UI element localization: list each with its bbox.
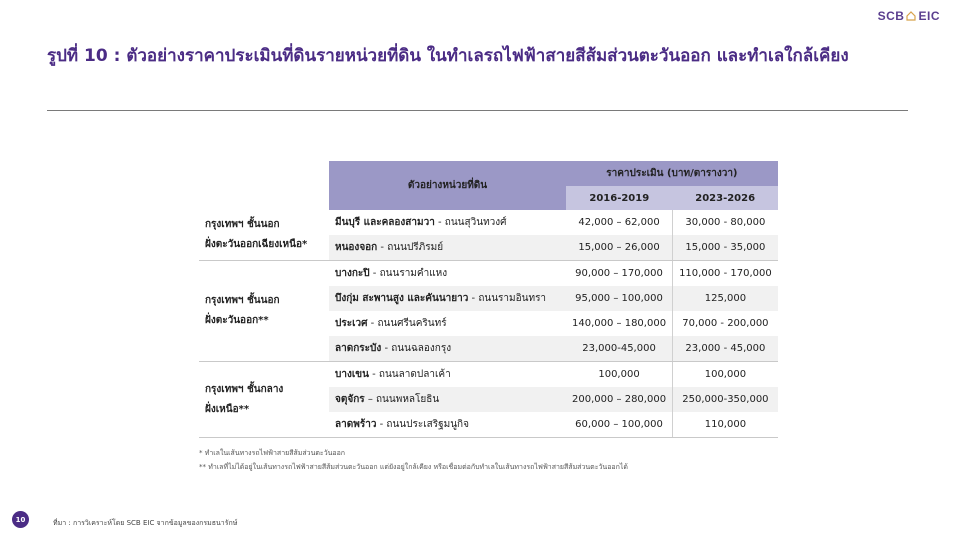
price-2023: 70,000 - 200,000 [673,311,778,336]
header-price: ราคาประเมิน (บาท/ตารางวา) [566,161,778,186]
price-2016: 60,000 – 100,000 [566,412,673,438]
page-number-badge: 10 [12,511,29,528]
region-label [199,362,329,438]
price-2023: 110,000 [673,412,778,438]
road-name: - ถนนศรีนครินทร์ [367,318,447,329]
sample-cell [329,362,566,388]
area-name: บางกะปิ [335,268,370,279]
price-2016: 23,000-45,000 [566,336,673,362]
region-line: ฝั่งตะวันออกเฉียงเหนือ* [205,239,308,250]
logo-text-left: SCB [877,9,905,23]
area-name: บึงกุ่ม สะพานสูง และคันนายาว [335,293,469,304]
price-2016: 15,000 – 26,000 [566,235,673,261]
price-2023: 125,000 [673,286,778,311]
price-2016: 90,000 – 170,000 [575,268,663,279]
region-line: ฝั่งตะวันออก** [205,315,269,326]
area-name: หนองจอก [335,242,378,253]
sample-cell [329,412,566,438]
price-2016: 95,000 – 100,000 [566,286,673,311]
price-2023: 250,000-350,000 [673,387,778,412]
sample-cell [329,311,566,336]
region-line: ฝั่งเหนือ** [205,403,250,415]
sample-cell [329,261,566,287]
sample-cell [329,286,566,311]
road-name: - ถนนสุวินทวงศ์ [434,217,507,228]
price-2023: 23,000 - 45,000 [673,336,778,362]
road-name: - ถนนประเสริฐมนูกิจ [376,419,469,430]
region-label [199,261,329,362]
road-name: - ถนนปรีภิรมย์ [377,242,444,253]
header-year-2: 2023-2026 [673,186,778,210]
area-name: ประเวศ [335,318,368,329]
sample-cell [329,336,566,362]
table-row [199,210,778,235]
sample-cell [329,387,566,412]
title-divider [47,110,908,111]
region-line: กรุงเทพฯ ชั้นกลาง [205,383,284,395]
road-name: - ถนนรามคำแหง [369,268,448,279]
price-2016: 100,000 [598,369,640,380]
scb-eic-logo [878,9,940,23]
price-2016: 42,000 – 62,000 [578,217,660,228]
page-title: รูปที่ 10 : ตัวอย่างราคาประเมินที่ดินรายหน่วยที่ดิน ในทำเลรถไฟฟ้าสายสีส้มส่วนตะวันออก และทำเลใกล้เคียง [47,46,849,66]
region-line: กรุงเทพฯ ชั้นนอก [205,295,280,306]
footnote: ** ทำเลที่ไม่ได้อยู่ในเส้นทางรถไฟฟ้าสายสีส้มส่วนตะวันออก แต่ยังอยู่ใกล้เคียง หรือเชื่อมต่อกับทำเลในเส้นทางรถไฟฟ้าสายสีส้มส่วนตะวันออกได้ [199,463,628,471]
area-name: ลาดกระบัง [335,343,382,354]
road-name: – ถนนพหลโยธิน [364,394,440,405]
header-sample: ตัวอย่างหน่วยที่ดิน [329,161,566,210]
area-name: จตุจักร [335,394,365,405]
area-name: ลาดพร้าว [335,419,377,430]
price-2016: 140,000 – 180,000 [572,318,667,329]
area-name: บางเขน [335,369,369,380]
footnote: * ทำเลในเส้นทางรถไฟฟ้าสายสีส้มส่วนตะวันออก [199,449,346,457]
table-row [199,261,778,287]
price-2023: 100,000 [673,362,778,388]
header-blank [199,161,329,210]
price-2023: 15,000 - 35,000 [673,235,778,261]
sample-cell [329,210,566,235]
road-name: - ถนนรามอินทรา [468,293,547,304]
price-2023: 30,000 - 80,000 [673,210,778,235]
price-2016: 200,000 – 280,000 [566,387,673,412]
sample-cell [329,235,566,261]
road-name: - ถนนฉลองกรุง [381,343,452,354]
region-label [199,210,329,261]
logo-text-right: EIC [918,9,940,23]
source-note: ที่มา : การวิเคราะห์โดย SCB EIC จากข้อมูลของกรมธนารักษ์ [53,519,238,527]
road-name: - ถนนลาดปลาเค้า [368,369,451,380]
land-price-table [199,161,778,438]
region-line: กรุงเทพฯ ชั้นนอก [205,219,280,230]
area-name: มีนบุรี และคลองสามวา [335,217,435,228]
table-row [199,362,778,388]
header-year-1: 2016-2019 [566,186,673,210]
house-icon [906,11,916,21]
price-2023: 110,000 - 170,000 [673,261,778,287]
